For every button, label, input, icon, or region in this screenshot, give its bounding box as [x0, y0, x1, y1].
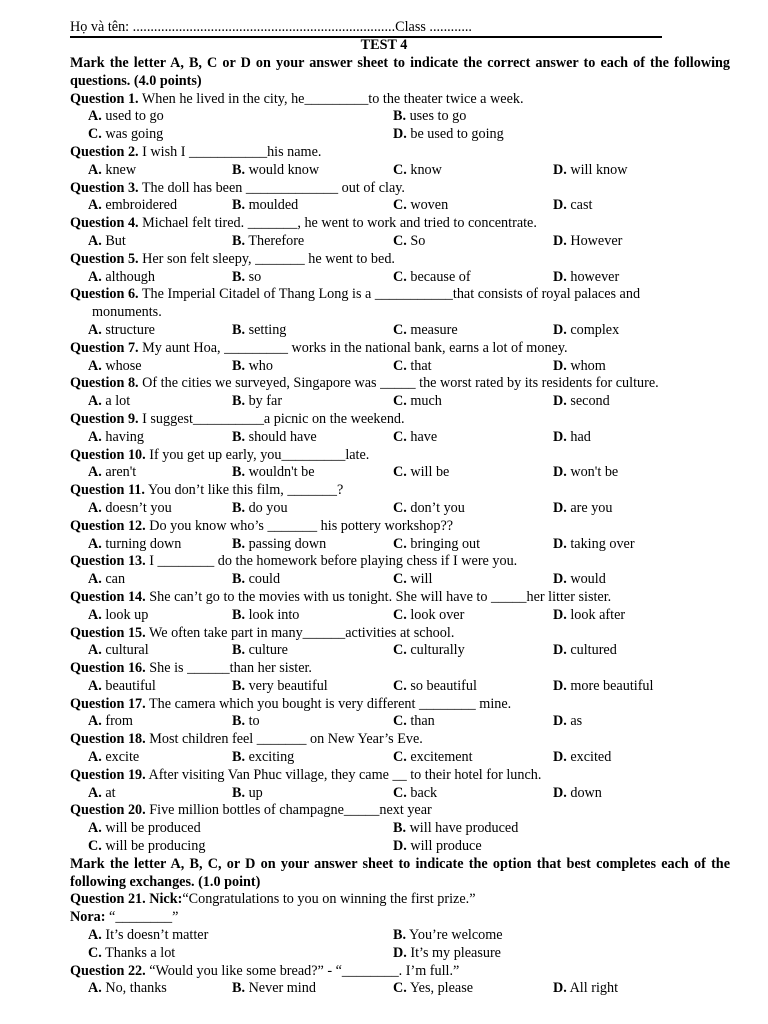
question-number: Question 11.: [70, 482, 145, 499]
question-text: Of the cities we surveyed, Singapore was _____ the worst rated by its residents for culture.: [142, 375, 659, 392]
option-a[interactable]: A. can: [88, 571, 126, 588]
question-number: Question 1.: [70, 90, 139, 107]
option-a[interactable]: A. at: [88, 784, 116, 801]
question-number: Question 16.: [70, 660, 146, 677]
option-b[interactable]: B. to: [232, 713, 260, 730]
option-c[interactable]: C. Yes, please: [393, 980, 474, 997]
option-b[interactable]: B. Therefore: [232, 232, 305, 249]
question-number: Question 13.: [70, 553, 146, 570]
question-number: Question 22.: [70, 962, 146, 979]
option-c[interactable]: C. know: [393, 161, 442, 178]
option-d[interactable]: D. cultured: [553, 642, 617, 659]
option-b[interactable]: B. so: [232, 268, 262, 285]
question-19: [70, 767, 730, 785]
question-17-options: [70, 713, 730, 731]
question-text: Do you know who’s _______ his pottery workshop??: [149, 517, 454, 534]
question-number: Question 5.: [70, 250, 139, 267]
option-b[interactable]: B. by far: [232, 393, 283, 410]
option-c[interactable]: C. will: [393, 571, 433, 588]
question-number: Question 7.: [70, 339, 139, 356]
option-a[interactable]: A. used to go: [88, 108, 164, 125]
question-number: Question 18.: [70, 731, 146, 748]
option-a[interactable]: A. cultural: [88, 642, 149, 659]
option-c[interactable]: C. culturally: [393, 642, 465, 659]
option-c[interactable]: C. so beautiful: [393, 677, 477, 694]
question-17: [70, 696, 730, 714]
option-a[interactable]: A. aren't: [88, 464, 137, 481]
option-c[interactable]: C. will be: [393, 464, 450, 481]
question-20-options-row-1: [70, 820, 730, 838]
question-number: Question 15.: [70, 624, 146, 641]
option-b[interactable]: B. would know: [232, 161, 320, 178]
option-d[interactable]: D. second: [553, 393, 610, 410]
question-20-options-row-2: [70, 838, 730, 856]
question-number: Question 10.: [70, 446, 146, 463]
question-text: The camera which you bought is very different ________ mine.: [148, 695, 512, 712]
section-2-instruction: Mark the letter A, B, C, or D on your answer sheet to indicate the option that best completes each of the following exchanges. (1.0 point): [70, 855, 730, 890]
option-a[interactable]: A. knew: [88, 161, 137, 178]
option-b[interactable]: B. do you: [232, 499, 288, 516]
option-d[interactable]: D. more beautiful: [553, 677, 654, 694]
speaker-nora: Nora:: [70, 909, 106, 926]
question-text: You don’t like this film, _______?: [147, 482, 344, 499]
question-8-options: [70, 393, 730, 411]
option-d[interactable]: D. as: [553, 713, 583, 730]
option-b[interactable]: B. moulded: [232, 197, 299, 214]
option-b[interactable]: B. exciting: [232, 749, 295, 766]
question-1-options-row-2: [70, 126, 730, 144]
question-text: Michael felt tired. _______, he went to work and tried to concentrate.: [142, 215, 537, 232]
question-3-options: [70, 197, 730, 215]
option-c[interactable]: C. than: [393, 713, 435, 730]
option-d[interactable]: D. had: [553, 428, 591, 445]
question-number: Question 14.: [70, 588, 146, 605]
option-b[interactable]: B. You’re welcome: [393, 927, 503, 944]
question-text: When he lived in the city, he_________to the theater twice a week.: [141, 90, 524, 107]
question-14-options: [70, 607, 730, 625]
option-c[interactable]: C. because of: [393, 268, 471, 285]
option-c[interactable]: C. So: [393, 232, 426, 249]
option-a[interactable]: A. embroidered: [88, 197, 178, 214]
option-d[interactable]: D. whom: [553, 357, 606, 374]
option-c[interactable]: C. that: [393, 357, 432, 374]
option-c[interactable]: C. woven: [393, 197, 449, 214]
option-b[interactable]: B. up: [232, 784, 263, 801]
option-d[interactable]: D. will know: [553, 161, 628, 178]
test-title: TEST 4: [360, 37, 408, 53]
question-6: [70, 286, 730, 304]
question-9: [70, 411, 730, 429]
question-5-options: [70, 269, 730, 287]
option-d[interactable]: D. excited: [553, 749, 612, 766]
question-number: Question 20.: [70, 802, 146, 819]
question-text-continued: monuments.: [92, 304, 162, 321]
question-21-options-row-2: [70, 945, 730, 963]
question-9-options: [70, 429, 730, 447]
question-number: Question 2.: [70, 143, 139, 160]
question-16-options: [70, 678, 730, 696]
question-number: Question 3.: [70, 179, 139, 196]
question-11: [70, 482, 730, 500]
question-10: [70, 447, 730, 465]
option-a[interactable]: A. turning down: [88, 535, 182, 552]
option-a[interactable]: A. excite: [88, 749, 140, 766]
option-d[interactable]: D. however: [553, 268, 620, 285]
option-a[interactable]: A. having: [88, 428, 144, 445]
option-d[interactable]: D. look after: [553, 606, 626, 623]
question-1-options-row-1: [70, 108, 730, 126]
question-number: Question 21.: [70, 891, 146, 908]
question-22: [70, 963, 730, 981]
question-7-options: [70, 358, 730, 376]
option-b[interactable]: B. wouldn't be: [232, 464, 315, 481]
option-a[interactable]: A. will be produced: [88, 820, 201, 837]
option-d[interactable]: D. However: [553, 232, 623, 249]
question-text: My aunt Hoa, _________ works in the national bank, earns a lot of money.: [142, 339, 568, 356]
question-21-reply: [70, 909, 730, 927]
question-20: [70, 802, 730, 820]
option-d[interactable]: D. cast: [553, 197, 593, 214]
question-21-options-row-1: [70, 927, 730, 945]
question-2-options: [70, 162, 730, 180]
question-text: I ________ do the homework before playing chess if I were you.: [149, 553, 518, 570]
option-b[interactable]: B. could: [232, 571, 281, 588]
question-6-options: [70, 322, 730, 340]
question-text: After visiting Van Phuc village, they came __ to their hotel for lunch.: [148, 766, 542, 783]
worksheet-content: [70, 55, 730, 998]
option-b[interactable]: B. very beautiful: [232, 677, 328, 694]
question-text: The Imperial Citadel of Thang Long is a ___________that consists of royal palaces and: [141, 286, 641, 303]
question-text: I wish I ___________his name.: [142, 143, 322, 160]
option-a[interactable]: A. whose: [88, 357, 142, 374]
question-3: [70, 180, 730, 198]
question-1: [70, 91, 730, 109]
option-b[interactable]: B. Never mind: [232, 980, 316, 997]
question-12: [70, 518, 730, 536]
option-b[interactable]: B. culture: [232, 642, 288, 659]
option-b[interactable]: B. will have produced: [393, 820, 519, 837]
option-d[interactable]: D. will produce: [393, 838, 482, 855]
option-c[interactable]: C. back: [393, 784, 438, 801]
question-text: Most children feel _______ on New Year’s Eve.: [149, 731, 423, 748]
question-5: [70, 251, 730, 269]
section-1-instruction: Mark the letter A, B, C or D on your answer sheet to indicate the correct answer to each of the following questions. (4.0 points): [70, 55, 730, 89]
question-text: The doll has been _____________ out of clay.: [141, 179, 405, 196]
option-d[interactable]: D. complex: [553, 321, 620, 338]
option-a[interactable]: A. from: [88, 713, 133, 730]
option-d[interactable]: D. down: [553, 784, 602, 801]
option-c[interactable]: C. excitement: [393, 749, 473, 766]
option-a[interactable]: A. although: [88, 268, 155, 285]
reply-blank: “________”: [109, 909, 179, 926]
question-15: [70, 625, 730, 643]
question-text: She is ______than her sister.: [149, 660, 312, 677]
question-text: Five million bottles of champagne_____next year: [149, 802, 432, 819]
option-a[interactable]: A. No, thanks: [88, 980, 167, 997]
question-text: If you get up early, you_________late.: [149, 446, 370, 463]
question-18-options: [70, 749, 730, 767]
question-10-options: [70, 464, 730, 482]
question-text: I suggest__________a picnic on the weekend.: [142, 410, 405, 427]
question-number: Question 9.: [70, 410, 139, 427]
question-7: [70, 340, 730, 358]
question-4-options: [70, 233, 730, 251]
option-b[interactable]: B. passing down: [232, 535, 327, 552]
option-d[interactable]: D. be used to going: [393, 126, 504, 143]
option-c[interactable]: C. don’t you: [393, 499, 465, 516]
option-c[interactable]: C. much: [393, 393, 442, 410]
question-21: [70, 891, 730, 909]
option-b[interactable]: B. who: [232, 357, 273, 374]
option-d[interactable]: D. It’s my pleasure: [393, 944, 501, 961]
question-number: Question 19.: [70, 766, 146, 783]
option-b[interactable]: B. uses to go: [393, 108, 467, 125]
question-text: “Congratulations to you on winning the first prize.”: [182, 891, 476, 908]
question-12-options: [70, 536, 730, 554]
option-c[interactable]: C. look over: [393, 606, 465, 623]
option-d[interactable]: D. won't be: [553, 464, 619, 481]
option-d[interactable]: D. would: [553, 571, 606, 588]
question-18: [70, 731, 730, 749]
question-number: Question 4.: [70, 215, 139, 232]
question-number: Question 12.: [70, 517, 146, 534]
student-info-line: Họ và tên: ..........................................................................Class ............: [70, 18, 662, 38]
option-b[interactable]: B. should have: [232, 428, 317, 445]
question-4: [70, 215, 730, 233]
question-list: [70, 91, 730, 856]
option-a[interactable]: A. doesn’t you: [88, 499, 172, 516]
option-c[interactable]: C. was going: [88, 126, 164, 143]
question-number: Question 17.: [70, 695, 146, 712]
option-a[interactable]: A. It’s doesn’t matter: [88, 927, 209, 944]
question-2: [70, 144, 730, 162]
question-22-options: [70, 980, 730, 998]
option-c[interactable]: C. bringing out: [393, 535, 481, 552]
question-16: [70, 660, 730, 678]
option-d[interactable]: D. are you: [553, 499, 613, 516]
question-text: We often take part in many______activities at school.: [148, 624, 455, 641]
option-d[interactable]: D. All right: [553, 980, 619, 997]
speaker-nick: Nick:: [149, 891, 183, 908]
question-text: She can’t go to the movies with us tonight. She will have to _____her litter sister.: [149, 588, 612, 605]
question-13-options: [70, 571, 730, 589]
option-a[interactable]: A. look up: [88, 606, 149, 623]
question-11-options: [70, 500, 730, 518]
option-a[interactable]: A. beautiful: [88, 677, 156, 694]
question-19-options: [70, 785, 730, 803]
question-number: Question 8.: [70, 375, 139, 392]
question-8: [70, 375, 730, 393]
question-text: “Would you like some bread?” - “________. I’m full.”: [149, 962, 460, 979]
question-15-options: [70, 642, 730, 660]
option-b[interactable]: B. setting: [232, 321, 287, 338]
option-c[interactable]: C. Thanks a lot: [88, 944, 176, 961]
question-13: [70, 553, 730, 571]
option-c[interactable]: C. have: [393, 428, 438, 445]
option-c[interactable]: C. measure: [393, 321, 458, 338]
question-14: [70, 589, 730, 607]
option-a[interactable]: A. structure: [88, 321, 155, 338]
option-a[interactable]: A. But: [88, 232, 126, 249]
option-c[interactable]: C. will be producing: [88, 838, 206, 855]
option-a[interactable]: A. a lot: [88, 393, 131, 410]
question-text: Her son felt sleepy, _______ he went to bed.: [142, 250, 395, 267]
option-b[interactable]: B. look into: [232, 606, 300, 623]
option-d[interactable]: D. taking over: [553, 535, 635, 552]
question-number: Question 6.: [70, 286, 139, 303]
